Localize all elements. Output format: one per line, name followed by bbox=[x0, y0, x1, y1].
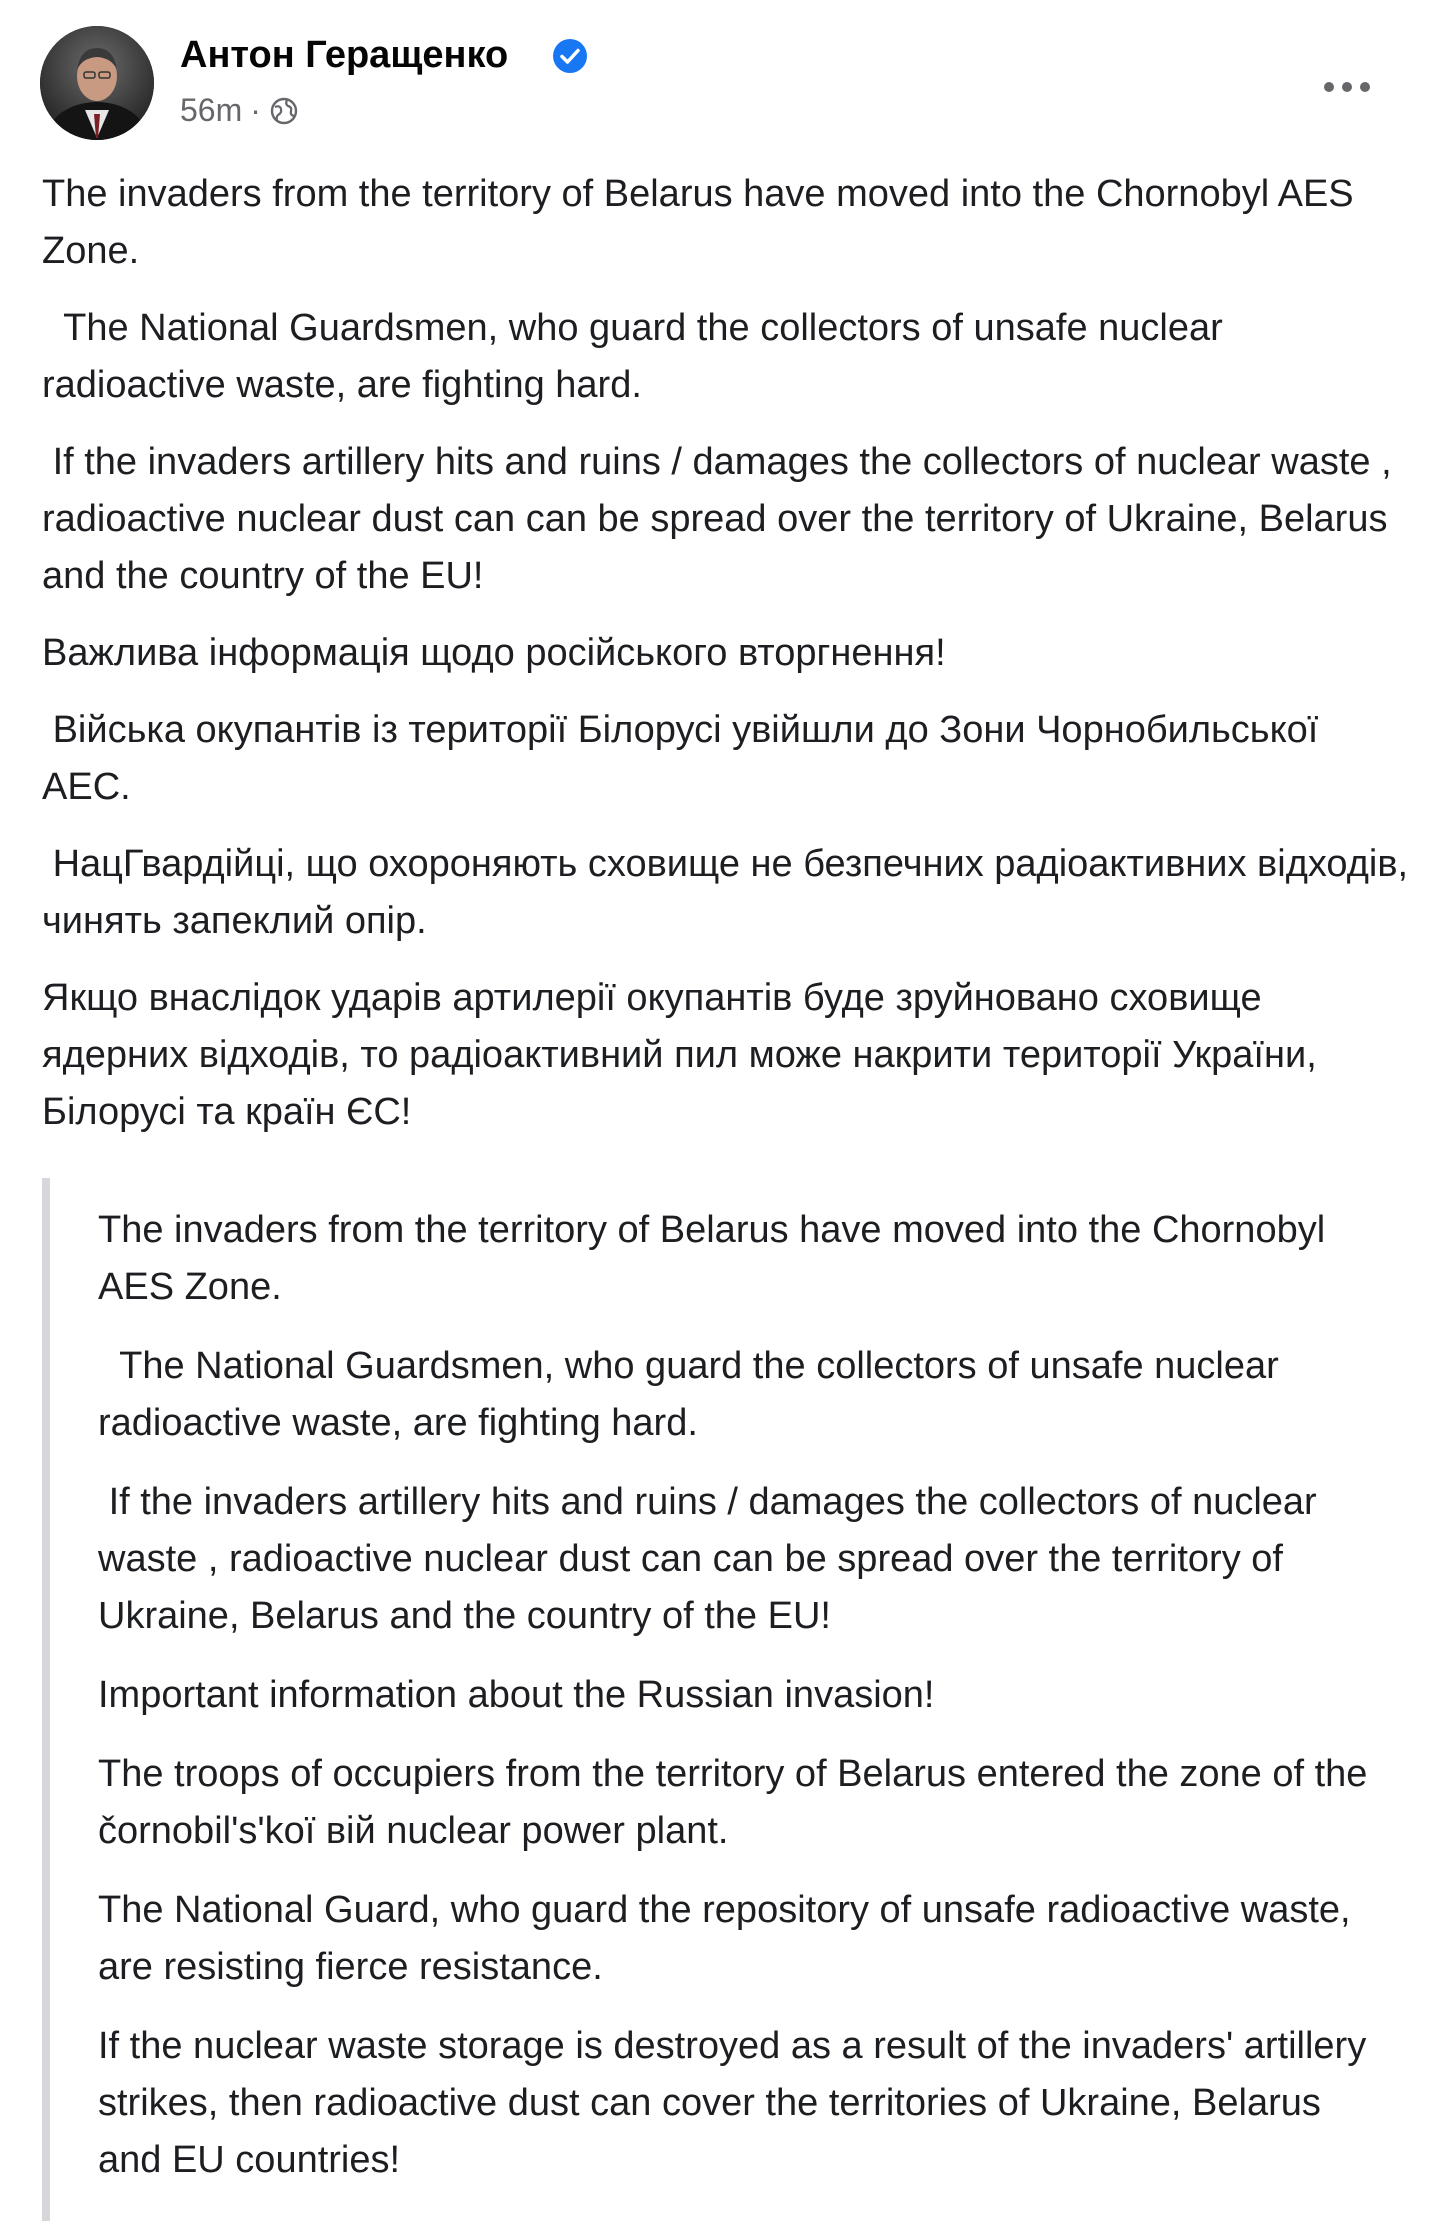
author-avatar[interactable] bbox=[40, 26, 154, 140]
quote-paragraph: The troops of occupiers from the territory of Belarus entered the zone of the čornobil's'koï вій nuclear power plant. bbox=[98, 1753, 1378, 1852]
post-header bbox=[40, 26, 1410, 146]
post-paragraph: Якщо внаслідок ударів артилерії окупантів буде зруйновано сховище ядерних відходів, то радіоактивний пил може накрити території України, Білорусі та країн ЄС! bbox=[42, 977, 1328, 1133]
quote-paragraph: The invaders from the territory of Belarus have moved into the Chornobyl AES Zone. bbox=[98, 1209, 1334, 1308]
quote-paragraph: The National Guardsmen, who guard the collectors of unsafe nuclear radioactive waste, are fighting hard. bbox=[98, 1345, 1300, 1444]
quote-paragraph: If the nuclear waste storage is destroyed as a result of the invaders' artillery strikes, then radioactive dust can cover the territories of Ukraine, Belarus and EU countries! bbox=[98, 2025, 1377, 2181]
post-paragraph: НацГвардійці, що охороняють сховище не безпечних радіоактивних відходів, чинять запеклий опір. bbox=[42, 843, 1419, 942]
avatar-photo bbox=[40, 26, 154, 140]
post-paragraph: The invaders from the territory of Belarus have moved into the Chornobyl AES Zone. bbox=[42, 173, 1365, 272]
quote-text bbox=[98, 1202, 1388, 2211]
post-paragraph: The National Guardsmen, who guard the collectors of unsafe nuclear radioactive waste, are fighting hard. bbox=[42, 307, 1234, 406]
verified-badge-icon bbox=[552, 38, 588, 74]
meta-separator: · bbox=[250, 92, 261, 128]
post-timestamp[interactable]: 56m bbox=[180, 92, 243, 128]
post-paragraph: Війська окупантів із території Білорусі увійшли до Зони Чорнобильської АЕС. bbox=[42, 709, 1329, 808]
post-paragraph: If the invaders artillery hits and ruins / damages the collectors of nuclear waste , radioactive nuclear dust can can be spread over the territory of Ukraine, Belarus and the country of the EU! bbox=[42, 441, 1403, 597]
post-text bbox=[42, 166, 1419, 1161]
quote-paragraph: If the invaders artillery hits and ruins / damages the collectors of nuclear waste , radioactive nuclear dust can can be spread over the territory of Ukraine, Belarus and the country of the EU! bbox=[98, 1481, 1328, 1637]
post-meta bbox=[180, 92, 299, 129]
more-options-icon bbox=[1324, 82, 1370, 92]
more-options-button[interactable] bbox=[1312, 62, 1382, 112]
quote-paragraph: The National Guard, who guard the repository of unsafe radioactive waste, are resisting fierce resistance. bbox=[98, 1889, 1362, 1988]
quote-paragraph: Important information about the Russian invasion! bbox=[98, 1674, 935, 1716]
translation-quote-block bbox=[42, 1178, 1390, 2221]
post-paragraph: Важлива інформація щодо російського вторгнення! bbox=[42, 632, 946, 674]
globe-icon bbox=[269, 96, 299, 126]
author-name[interactable]: Антон Геращенко bbox=[180, 34, 509, 76]
